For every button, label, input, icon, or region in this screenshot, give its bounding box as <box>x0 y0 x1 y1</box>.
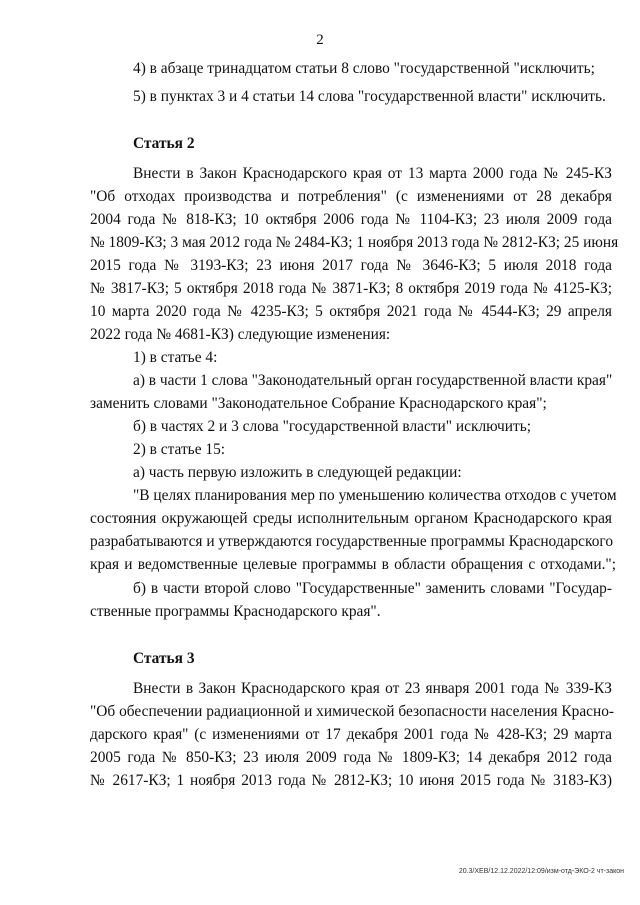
text-line: ственные программы Краснодарского края". <box>90 603 381 620</box>
text-line: Внести в Закон Краснодарского края от 23 января 2001 года № 339-КЗ <box>133 680 612 697</box>
text-line: "Об отходах производства и потребления" (с изменениями от 28 декабря <box>90 188 612 205</box>
page-number: 2 <box>316 32 324 48</box>
text-line: 2005 года № 850-КЗ; 23 июля 2009 года № 1809-КЗ; 14 декабря 2012 года <box>90 749 612 766</box>
text-line: 5) в пунктах 3 и 4 статьи 14 слова "государственной власти" исключить. <box>133 88 606 105</box>
text-line: № 2617-КЗ; 1 ноября 2013 года № 2812-КЗ; 10 июня 2015 года № 3183-КЗ) <box>90 772 612 789</box>
text-line: а) в части 1 слова "Законодательный орган государственной власти края" <box>133 372 613 389</box>
text-line: разрабатываются и утверждаются государственные программы Краснодарского <box>90 533 614 550</box>
text-line: Внести в Закон Краснодарского края от 13 марта 2000 года № 245-КЗ <box>133 165 612 182</box>
article-heading: Статья 3 <box>133 650 195 667</box>
text-line: края и ведомственные целевые программы в области обращения с отходами."; <box>90 556 616 573</box>
text-line: 4) в абзаце тринадцатом статьи 8 слово "государственной "исключить; <box>133 60 595 77</box>
text-line: 10 марта 2020 года № 4235-КЗ; 5 октября 2021 года № 4544-КЗ; 29 апреля <box>90 303 612 320</box>
text-line: состояния окружающей среды исполнительным органом Краснодарского края <box>90 510 612 527</box>
text-line: 2015 года № 3193-КЗ; 23 июня 2017 года № 3646-КЗ; 5 июля 2018 года <box>90 257 612 274</box>
text-line: б) в частях 2 и 3 слова "государственной власти" исключить; <box>133 418 532 435</box>
text-line: 2022 года № 4681-КЗ) следующие изменения: <box>90 326 391 343</box>
text-line: б) в части второй слово "Государственные" заменить словами "Государ- <box>133 580 612 597</box>
text-line: 1) в статье 4: <box>133 349 218 366</box>
footer-code: 20.3/ХЕВ/12.12.2022/12:09/изм-отд-ЭКО-2 чт-закон <box>458 868 624 875</box>
text-line: 2) в статье 15: <box>133 441 226 458</box>
text-line: № 3817-КЗ; 5 октября 2018 года № 3871-КЗ; 8 октября 2019 года № 4125-КЗ; <box>90 280 612 297</box>
text-line: "Об обеспечении радиационной и химической безопасности населения Красно- <box>90 703 615 720</box>
text-line: а) часть первую изложить в следующей редакции: <box>133 464 462 481</box>
text-line: "В целях планирования мер по уменьшению количества отходов с учетом <box>133 487 617 504</box>
text-line: дарского края" (с изменениями от 17 декабря 2001 года № 428-КЗ; 29 марта <box>90 726 612 743</box>
text-line: заменить словами "Законодательное Собрание Краснодарского края"; <box>90 395 547 412</box>
article-heading: Статья 2 <box>133 135 195 152</box>
text-line: 2004 года № 818-КЗ; 10 октября 2006 года № 1104-КЗ; 23 июля 2009 года <box>90 211 612 228</box>
text-line: № 1809-КЗ; 3 мая 2012 года № 2484-КЗ; 1 ноября 2013 года № 2812-КЗ; 25 июня <box>90 234 619 251</box>
